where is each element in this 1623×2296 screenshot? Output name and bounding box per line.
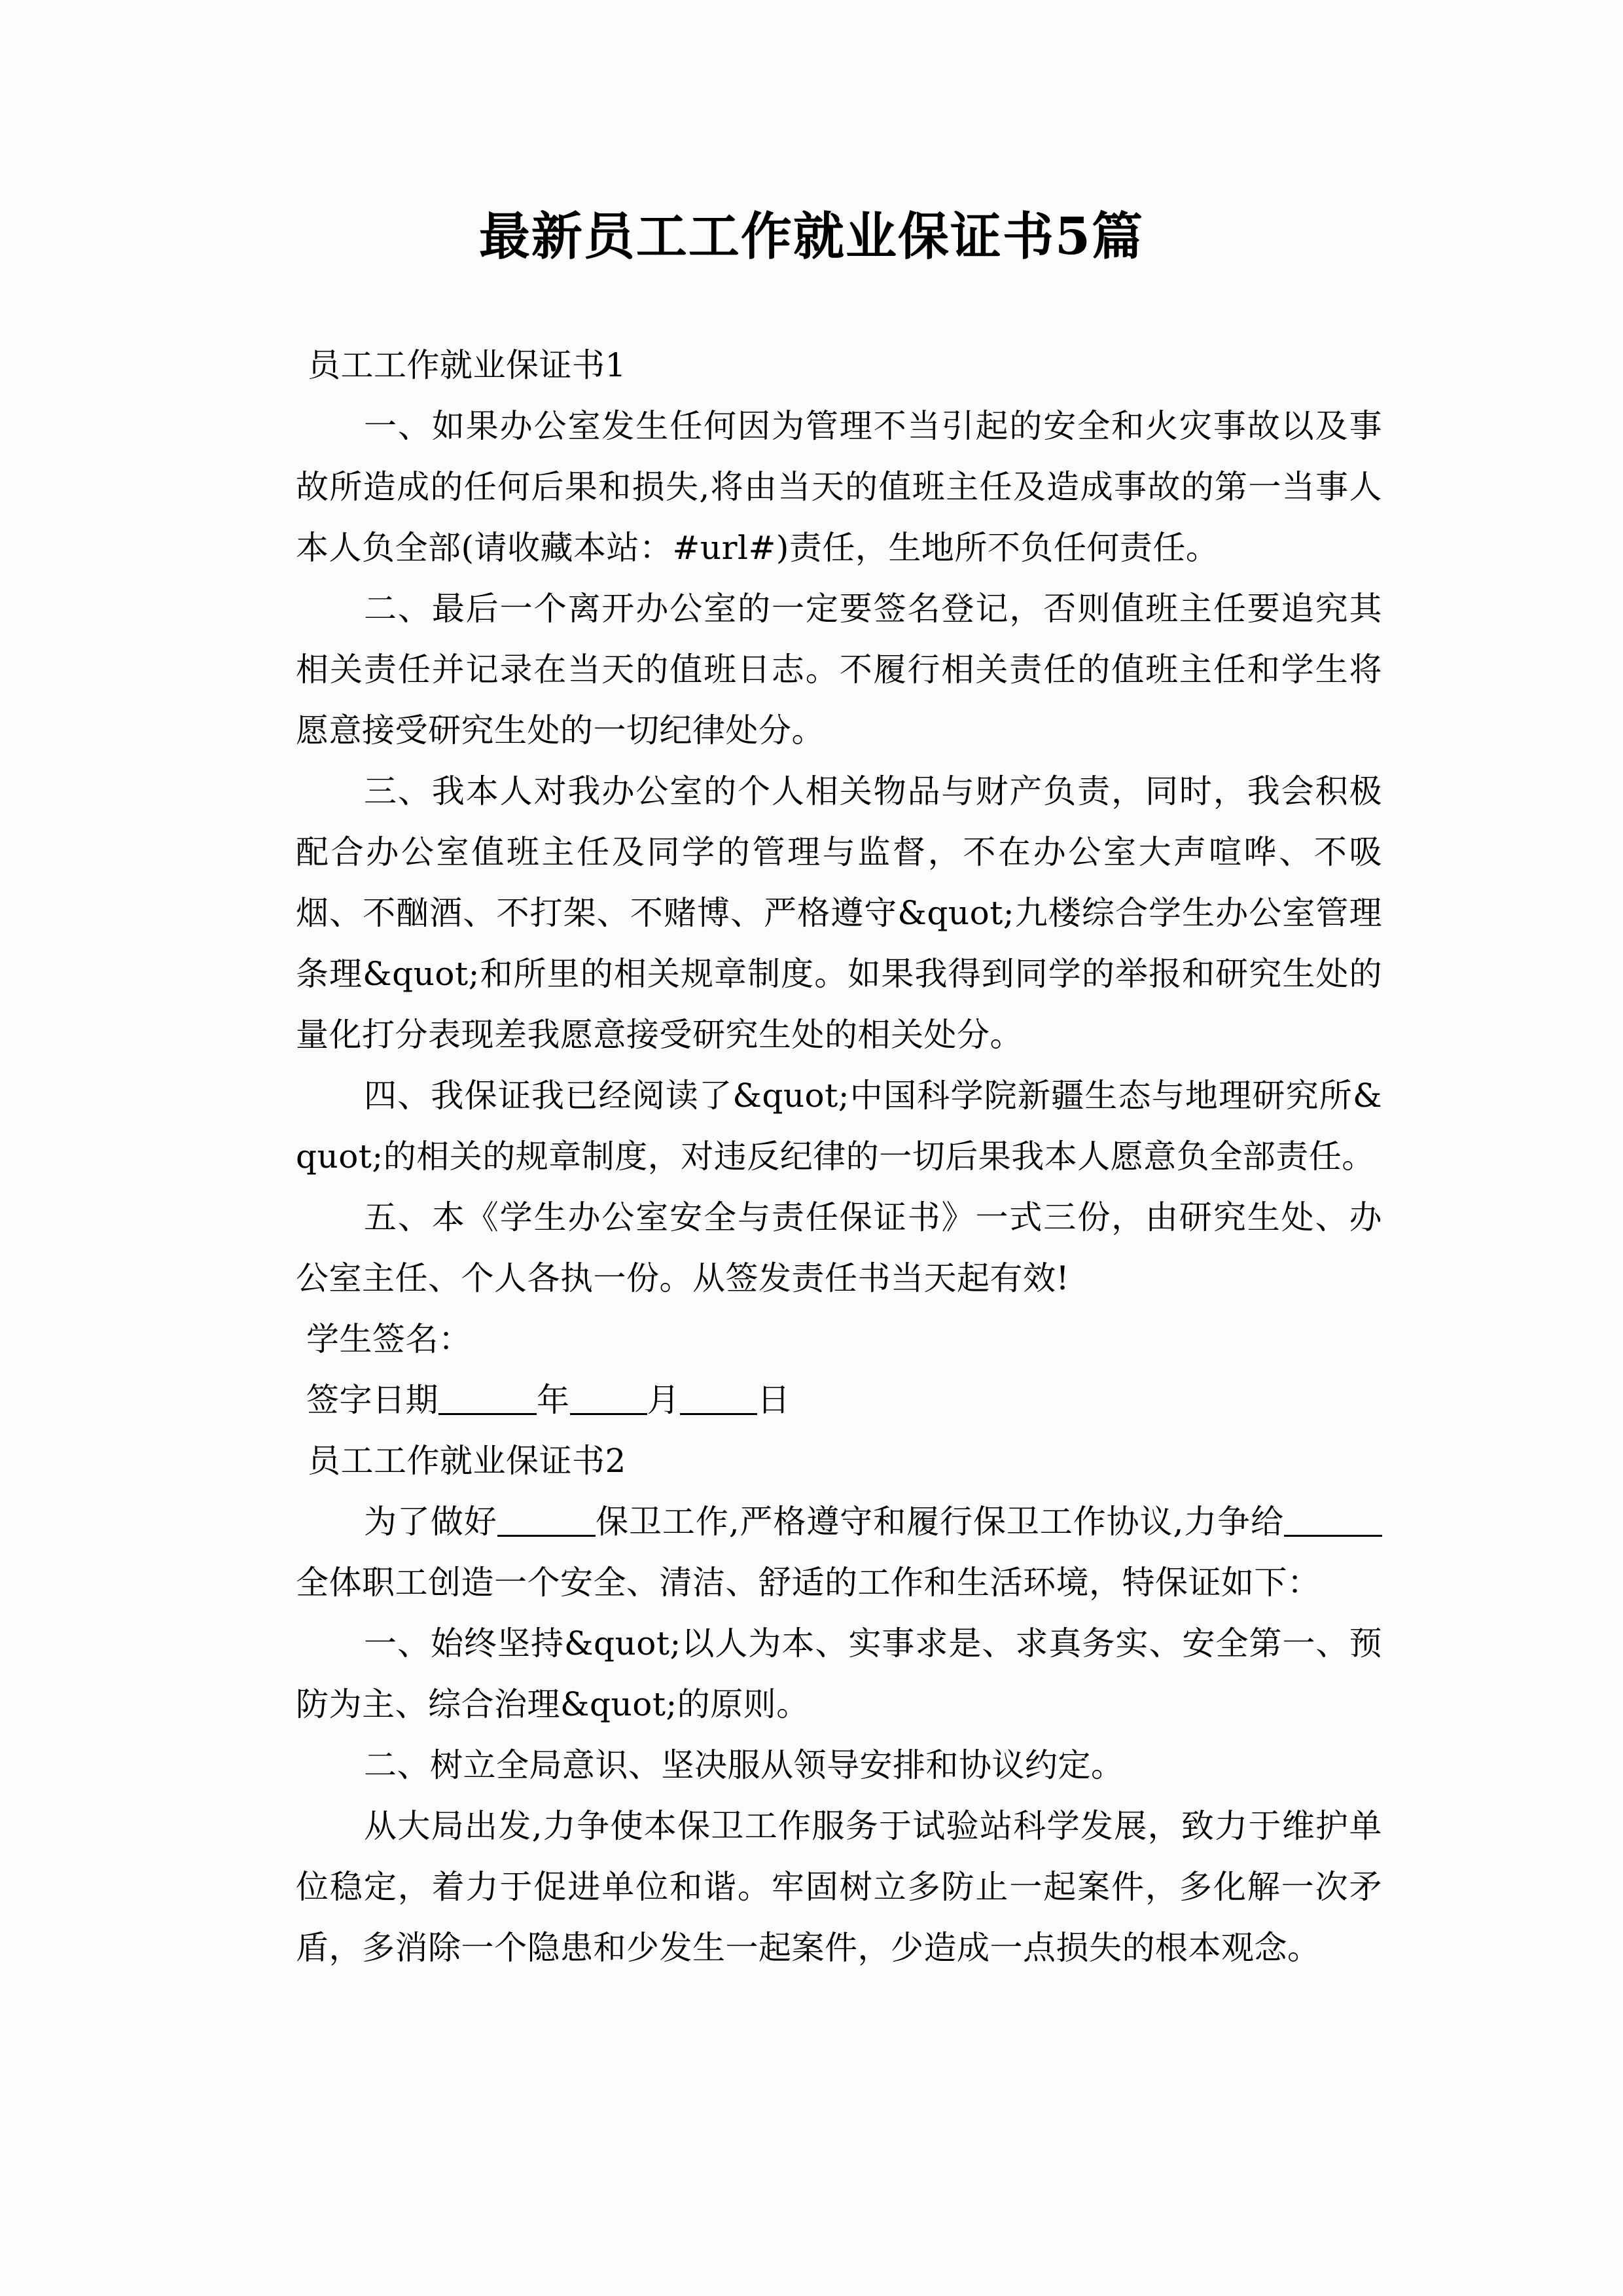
document-body (296, 335, 1382, 1979)
date-month-blank[interactable] (570, 1384, 647, 1415)
section-2-item-1: 一、始终坚持&quot;以人为本、实事求是、求真务实、安全第一、预防为主、综合治理&quot;的原则。 (296, 1624, 1382, 1723)
date-unit-month: 月 (647, 1381, 680, 1419)
section-2-intro-part-2: 保卫工作,严格遵守和履行保卫工作协议,力争给 (595, 1503, 1285, 1541)
section-2-blank-2[interactable] (1284, 1506, 1382, 1537)
section-1-item-4: 四、我保证我已经阅读了&quot;中国科学院新疆生态与地理研究所&quot;的相关的规章制度，对违反纪律的一切后果我本人愿意负全部责任。 (296, 1077, 1382, 1175)
section-2-heading: 员工工作就业保证书2 (308, 1442, 626, 1480)
page-title: 最新员工工作就业保证书5篇 (478, 207, 1145, 267)
date-unit-year: 年 (537, 1381, 570, 1419)
section-1-item-2: 二、最后一个离开办公室的一定要签名登记，否则值班主任要追究其相关责任并记录在当天的值班日志。不履行相关责任的值班主任和学生将愿意接受研究生处的一切纪律处分。 (296, 590, 1382, 749)
section-2-blank-1[interactable] (497, 1506, 596, 1537)
section-1-item-5: 五、本《学生办公室安全与责任保证书》一式三份，由研究生处、办公室主任、个人各执一份。从签发责任书当天起有效! (296, 1198, 1382, 1297)
date-unit-day: 日 (757, 1381, 791, 1419)
student-signature-label: 学生签名： (306, 1320, 472, 1358)
signature-date-line (296, 1370, 1382, 1431)
date-day-blank[interactable] (680, 1384, 757, 1415)
section-2-intro (296, 1492, 1382, 1613)
section-2-item-3: 从大局出发,力争使本保卫工作服务于试验站科学发展，致力于维护单位稳定，着力于促进单位和谐。牢固树立多防止一起案件，多化解一次矛盾，多消除一个隐患和少发生一起案件，少造成一点损失的根本观念。 (296, 1807, 1382, 1967)
section-2-item-2: 二、树立全局意识、坚决服从领导安排和协议约定。 (364, 1746, 1124, 1784)
date-year-blank[interactable] (438, 1384, 537, 1415)
signature-date-label: 签字日期 (306, 1381, 438, 1419)
section-1-item-3: 三、我本人对我办公室的个人相关物品与财产负责，同时，我会积极配合办公室值班主任及同学的管理与监督，不在办公室大声喧哗、不吸烟、不酗酒、不打架、不赌博、严格遵守&quot;九楼综合学生办公室管理条理&quot;和所里的相关规章制度。如果我得到同学的举报和研究生处的量化打分表现差我愿意接受研究生处的相关处分。 (296, 772, 1382, 1054)
section-1-heading: 员工工作就业保证书1 (308, 346, 626, 384)
section-1-item-1: 一、如果办公室发生任何因为管理不当引起的安全和火灾事故以及事故所造成的任何后果和损失,将由当天的值班主任及造成事故的第一当事人本人负全部(请收藏本站：#url#)责任，生地所不负任何责任。 (296, 407, 1382, 567)
section-2-intro-part-3: 全体职工创造一个安全、清洁、舒适的工作和生活环境，特保证如下： (296, 1564, 1321, 1602)
section-2-intro-part-1: 为了做好 (364, 1503, 497, 1541)
